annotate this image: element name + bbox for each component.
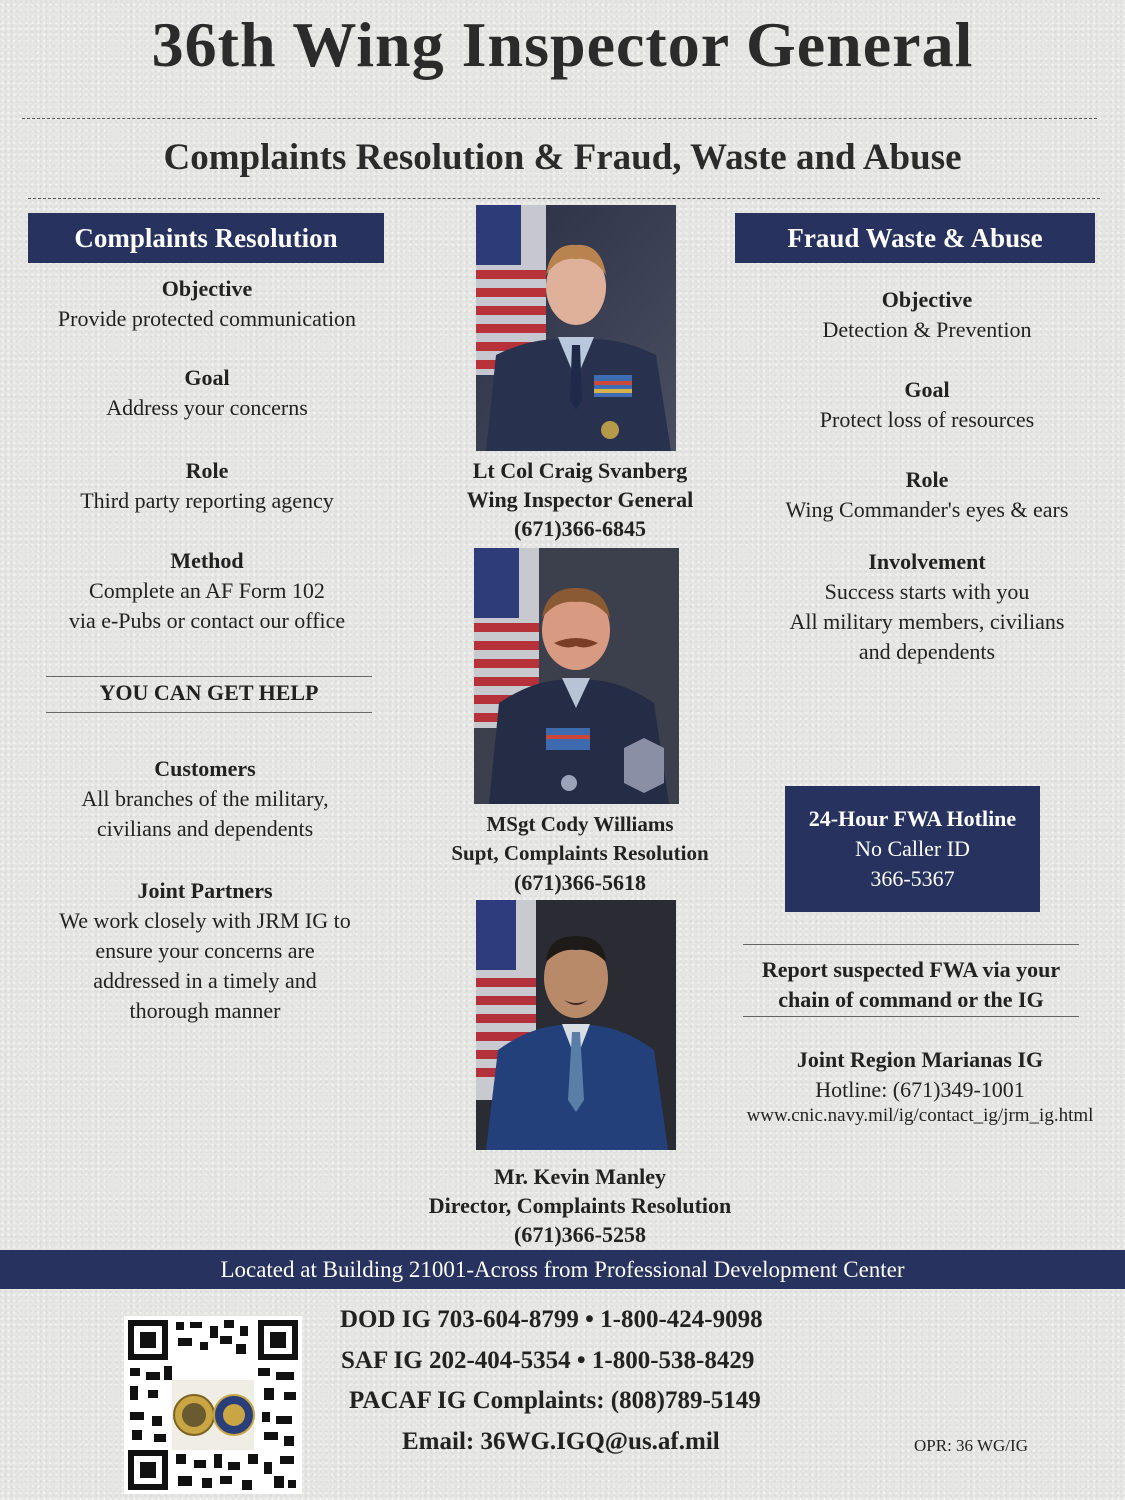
air-force-emblem-icon [214,1395,254,1435]
saf-ig-line: SAF IG 202-404-5354 • 1-800-538-8429 [341,1347,755,1374]
staff-caption-3 [380,1162,780,1249]
jrm-ig-url[interactable]: www.cnic.navy.mil/ig/contact_ig/jrm_ig.html [746,1105,1094,1126]
fwa-objective-text: Detection & Prevention [822,317,1032,342]
fwa-objective-label: Objective [881,287,973,312]
fwa-goal-label: Goal [904,377,950,402]
jrm-ig-section [715,1045,1125,1127]
page-title: 36th Wing Inspector General [151,9,974,80]
opr-label: OPR: 36 WG/IG [914,1436,1028,1455]
ig-seal-icon [174,1395,214,1435]
fwa-hotline-box [785,786,1040,912]
staff-name: Mr. Kevin Manley [493,1164,667,1189]
involvement-line2: All military members, civilians [789,609,1065,634]
jrm-ig-hotline: Hotline: (671)349-1001 [815,1077,1025,1102]
customers-text-line1: All branches of the military, [81,786,329,811]
hotline-title: 24-Hour FWA Hotline [808,806,1017,831]
jrm-ig-label: Joint Region Marianas IG [796,1047,1044,1072]
report-line2: chain of command or the IG [778,987,1044,1012]
role-text: Third party reporting agency [80,488,334,513]
title-divider [22,118,1097,119]
portrait-williams-image [474,548,679,804]
objective-label: Objective [161,276,253,301]
customers-section [20,754,390,1026]
fwa-role-text: Wing Commander's eyes & ears [785,497,1069,522]
email-line[interactable]: Email: 36WG.IGQ@us.af.mil [402,1428,720,1455]
method-text-line1: Complete an AF Form 102 [89,578,325,603]
involvement-label: Involvement [868,549,986,574]
involvement-line3: and dependents [858,639,996,664]
fwa-section [745,285,1109,667]
goal-label: Goal [184,365,230,390]
method-text-line2: via e-Pubs or contact our office [68,608,346,633]
report-fwa-note [735,955,1087,1015]
report-top-rule [743,944,1079,945]
report-line1: Report suspected FWA via your [761,957,1061,982]
hotline-number: 366-5367 [870,866,955,891]
qr-code-image [124,1316,302,1494]
joint-partners-line3: addressed in a timely and [93,968,317,993]
report-bottom-rule [743,1016,1079,1017]
method-label: Method [170,548,244,573]
pacaf-ig-line: PACAF IG Complaints: (808)789-5149 [349,1387,761,1414]
joint-partners-line2: ensure your concerns are [95,938,315,963]
help-top-rule [46,676,372,677]
help-banner: YOU CAN GET HELP [99,680,319,705]
staff-phone: (671)366-5258 [514,1222,646,1247]
portrait-manley [476,900,676,1150]
joint-partners-line1: We work closely with JRM IG to [59,908,351,933]
staff-caption-2 [420,810,740,897]
joint-partners-label: Joint Partners [137,878,273,903]
location-banner: Located at Building 21001-Across from Professional Development Center [0,1250,1125,1289]
fwa-goal-text: Protect loss of resources [819,407,1035,432]
complaints-resolution-section [28,274,386,636]
portrait-williams [474,548,679,804]
staff-phone: (671)366-5618 [514,870,646,895]
subtitle-divider [28,198,1100,199]
staff-name: MSgt Cody Williams [486,812,674,836]
involvement-line1: Success starts with you [824,579,1030,604]
role-label: Role [185,458,229,483]
objective-text: Provide protected communication [57,306,357,331]
qr-code-icon [124,1316,302,1494]
complaints-resolution-header: Complaints Resolution [28,213,384,263]
joint-partners-line4: thorough manner [129,998,281,1023]
staff-caption-1 [420,456,740,543]
fraud-waste-abuse-header: Fraud Waste & Abuse [735,213,1095,263]
fwa-role-label: Role [905,467,949,492]
staff-title: Wing Inspector General [466,487,694,512]
portrait-manley-image [476,900,676,1150]
staff-title: Director, Complaints Resolution [428,1193,732,1218]
staff-phone: (671)366-6845 [514,516,646,541]
portrait-svanberg-image [476,205,676,451]
page-subtitle: Complaints Resolution & Fraud, Waste and Abuse [163,137,962,178]
hotline-caller-id: No Caller ID [855,836,970,861]
portrait-svanberg [476,205,676,451]
dod-ig-line: DOD IG 703-604-8799 • 1-800-424-9098 [340,1306,763,1333]
goal-text: Address your concerns [106,395,308,420]
staff-title: Supt, Complaints Resolution [451,841,709,865]
staff-name: Lt Col Craig Svanberg [472,458,688,483]
help-bottom-rule [46,712,372,713]
customers-label: Customers [154,756,256,781]
customers-text-line2: civilians and dependents [96,816,314,841]
